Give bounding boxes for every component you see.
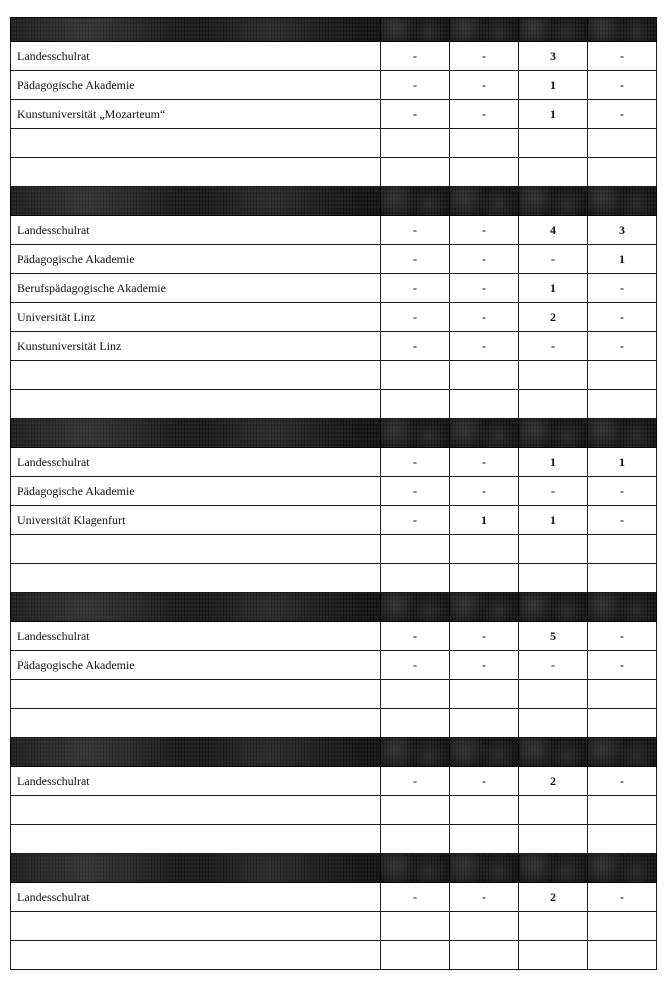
value-cell: -	[519, 332, 588, 361]
value-cell	[450, 796, 519, 825]
section-header-cell	[519, 738, 588, 767]
section-header-cell	[381, 593, 450, 622]
section-header	[11, 738, 657, 767]
value-cell	[450, 361, 519, 390]
section-title	[11, 738, 381, 767]
section-title	[11, 593, 381, 622]
table-row	[11, 274, 657, 303]
value-cell: -	[381, 245, 450, 274]
institution-label	[11, 390, 381, 419]
institution-label	[11, 564, 381, 593]
value-cell	[519, 680, 588, 709]
institution-label: Pädagogische Akademie	[11, 651, 381, 680]
value-cell	[450, 680, 519, 709]
value-cell: -	[519, 651, 588, 680]
value-cell: -	[381, 71, 450, 100]
section-header-cell	[450, 187, 519, 216]
value-cell	[519, 361, 588, 390]
value-cell	[519, 912, 588, 941]
value-cell	[450, 535, 519, 564]
table-row	[11, 796, 657, 825]
value-cell: -	[381, 883, 450, 912]
section-header-cell	[450, 419, 519, 448]
value-cell	[519, 129, 588, 158]
value-cell	[450, 825, 519, 854]
table-row	[11, 129, 657, 158]
value-cell: 2	[519, 883, 588, 912]
table-row	[11, 680, 657, 709]
value-cell	[381, 390, 450, 419]
value-cell	[519, 535, 588, 564]
value-cell	[381, 361, 450, 390]
value-cell	[588, 709, 657, 738]
value-cell	[588, 158, 657, 187]
value-cell: -	[588, 767, 657, 796]
value-cell	[381, 129, 450, 158]
institution-label	[11, 825, 381, 854]
value-cell: -	[588, 477, 657, 506]
value-cell: 1	[588, 448, 657, 477]
institution-label: Landesschulrat	[11, 448, 381, 477]
table-row	[11, 709, 657, 738]
institution-label: Landesschulrat	[11, 622, 381, 651]
table-row	[11, 332, 657, 361]
value-cell: -	[381, 448, 450, 477]
table-row	[11, 825, 657, 854]
value-cell	[588, 912, 657, 941]
section-header	[11, 18, 657, 42]
value-cell	[381, 825, 450, 854]
value-cell: 1	[519, 448, 588, 477]
value-cell	[450, 390, 519, 419]
institution-label: Kunstuniversität Linz	[11, 332, 381, 361]
value-cell	[381, 941, 450, 970]
value-cell: -	[588, 506, 657, 535]
institution-label	[11, 912, 381, 941]
value-cell: -	[588, 303, 657, 332]
value-cell: 1	[519, 100, 588, 129]
value-cell: -	[381, 506, 450, 535]
value-cell: 4	[519, 216, 588, 245]
table-row	[11, 448, 657, 477]
value-cell: -	[381, 100, 450, 129]
value-cell: -	[381, 216, 450, 245]
value-cell: -	[450, 767, 519, 796]
table-row	[11, 564, 657, 593]
table-row	[11, 767, 657, 796]
value-cell: -	[588, 622, 657, 651]
institution-label: Landesschulrat	[11, 767, 381, 796]
section-header-cell	[381, 187, 450, 216]
value-cell: -	[450, 303, 519, 332]
value-cell: -	[450, 651, 519, 680]
value-cell: -	[588, 274, 657, 303]
value-cell: 2	[519, 767, 588, 796]
value-cell	[381, 564, 450, 593]
section-title	[11, 854, 381, 883]
institution-label	[11, 535, 381, 564]
table-row	[11, 506, 657, 535]
table-row	[11, 477, 657, 506]
institution-label: Universität Klagenfurt	[11, 506, 381, 535]
section-header-cell	[381, 18, 450, 42]
value-cell	[588, 564, 657, 593]
section-header-cell	[588, 593, 657, 622]
value-cell: 5	[519, 622, 588, 651]
table-row	[11, 100, 657, 129]
institution-label	[11, 796, 381, 825]
value-cell	[519, 390, 588, 419]
section-header	[11, 593, 657, 622]
institution-label: Kunstuniversität „Mozarteum“	[11, 100, 381, 129]
section-header-cell	[588, 419, 657, 448]
value-cell	[519, 709, 588, 738]
value-cell: -	[588, 100, 657, 129]
table-row	[11, 622, 657, 651]
section-header-cell	[588, 738, 657, 767]
institution-label	[11, 680, 381, 709]
value-cell: -	[519, 477, 588, 506]
table-row	[11, 42, 657, 71]
table-row	[11, 361, 657, 390]
institution-table	[10, 17, 657, 970]
value-cell: -	[450, 477, 519, 506]
section-header-cell	[450, 18, 519, 42]
institution-label: Landesschulrat	[11, 216, 381, 245]
value-cell	[381, 709, 450, 738]
section-header-cell	[519, 854, 588, 883]
value-cell	[588, 535, 657, 564]
table-row	[11, 912, 657, 941]
value-cell	[450, 158, 519, 187]
section-title	[11, 187, 381, 216]
section-header-cell	[381, 419, 450, 448]
value-cell: -	[450, 448, 519, 477]
value-cell: 1	[450, 506, 519, 535]
value-cell	[381, 535, 450, 564]
value-cell	[381, 796, 450, 825]
value-cell	[450, 912, 519, 941]
value-cell	[588, 361, 657, 390]
table-row	[11, 303, 657, 332]
value-cell: -	[381, 274, 450, 303]
value-cell	[450, 564, 519, 593]
institution-label	[11, 361, 381, 390]
value-cell: -	[588, 651, 657, 680]
value-cell	[588, 390, 657, 419]
table-row	[11, 71, 657, 100]
value-cell: -	[450, 100, 519, 129]
value-cell: -	[588, 883, 657, 912]
section-header-cell	[381, 854, 450, 883]
value-cell	[519, 796, 588, 825]
table-row	[11, 535, 657, 564]
value-cell: 3	[588, 216, 657, 245]
value-cell	[588, 796, 657, 825]
value-cell: -	[450, 216, 519, 245]
institution-label: Landesschulrat	[11, 42, 381, 71]
value-cell	[450, 941, 519, 970]
value-cell: 3	[519, 42, 588, 71]
value-cell: 1	[519, 506, 588, 535]
value-cell: -	[588, 42, 657, 71]
value-cell: -	[381, 767, 450, 796]
section-header-cell	[519, 18, 588, 42]
table-row	[11, 245, 657, 274]
table-row	[11, 390, 657, 419]
institution-label	[11, 709, 381, 738]
institution-label: Pädagogische Akademie	[11, 245, 381, 274]
value-cell: -	[381, 477, 450, 506]
value-cell	[519, 941, 588, 970]
value-cell	[519, 564, 588, 593]
value-cell	[450, 709, 519, 738]
section-header-cell	[588, 854, 657, 883]
value-cell	[519, 158, 588, 187]
value-cell: 1	[588, 245, 657, 274]
value-cell	[519, 825, 588, 854]
value-cell: -	[588, 71, 657, 100]
value-cell: -	[450, 274, 519, 303]
section-header-cell	[519, 187, 588, 216]
value-cell	[588, 825, 657, 854]
value-cell	[381, 158, 450, 187]
value-cell: 1	[519, 274, 588, 303]
section-header	[11, 419, 657, 448]
institution-label	[11, 158, 381, 187]
document-page	[10, 17, 657, 970]
section-header-cell	[588, 18, 657, 42]
section-header	[11, 854, 657, 883]
table-row	[11, 158, 657, 187]
section-header-cell	[450, 738, 519, 767]
institution-label	[11, 941, 381, 970]
value-cell: -	[450, 71, 519, 100]
table-row	[11, 883, 657, 912]
institution-label: Pädagogische Akademie	[11, 477, 381, 506]
institution-label: Berufspädagogische Akademie	[11, 274, 381, 303]
table-row	[11, 941, 657, 970]
value-cell	[381, 912, 450, 941]
value-cell	[450, 129, 519, 158]
value-cell: -	[381, 332, 450, 361]
table-row	[11, 651, 657, 680]
section-header-cell	[519, 419, 588, 448]
value-cell: -	[381, 622, 450, 651]
institution-label: Universität Linz	[11, 303, 381, 332]
value-cell: -	[519, 245, 588, 274]
table-row	[11, 216, 657, 245]
value-cell: -	[450, 42, 519, 71]
value-cell: 1	[519, 71, 588, 100]
section-header-cell	[519, 593, 588, 622]
section-header-cell	[450, 854, 519, 883]
section-header-cell	[450, 593, 519, 622]
section-title	[11, 18, 381, 42]
institution-label: Landesschulrat	[11, 883, 381, 912]
institution-label: Pädagogische Akademie	[11, 71, 381, 100]
value-cell	[588, 129, 657, 158]
value-cell: 2	[519, 303, 588, 332]
value-cell: -	[381, 303, 450, 332]
value-cell	[381, 680, 450, 709]
value-cell: -	[450, 622, 519, 651]
value-cell: -	[450, 883, 519, 912]
section-title	[11, 419, 381, 448]
section-header	[11, 187, 657, 216]
value-cell: -	[381, 651, 450, 680]
value-cell: -	[450, 245, 519, 274]
value-cell: -	[588, 332, 657, 361]
section-header-cell	[381, 738, 450, 767]
section-header-cell	[588, 187, 657, 216]
value-cell: -	[450, 332, 519, 361]
institution-label	[11, 129, 381, 158]
value-cell: -	[381, 42, 450, 71]
value-cell	[588, 680, 657, 709]
value-cell	[588, 941, 657, 970]
